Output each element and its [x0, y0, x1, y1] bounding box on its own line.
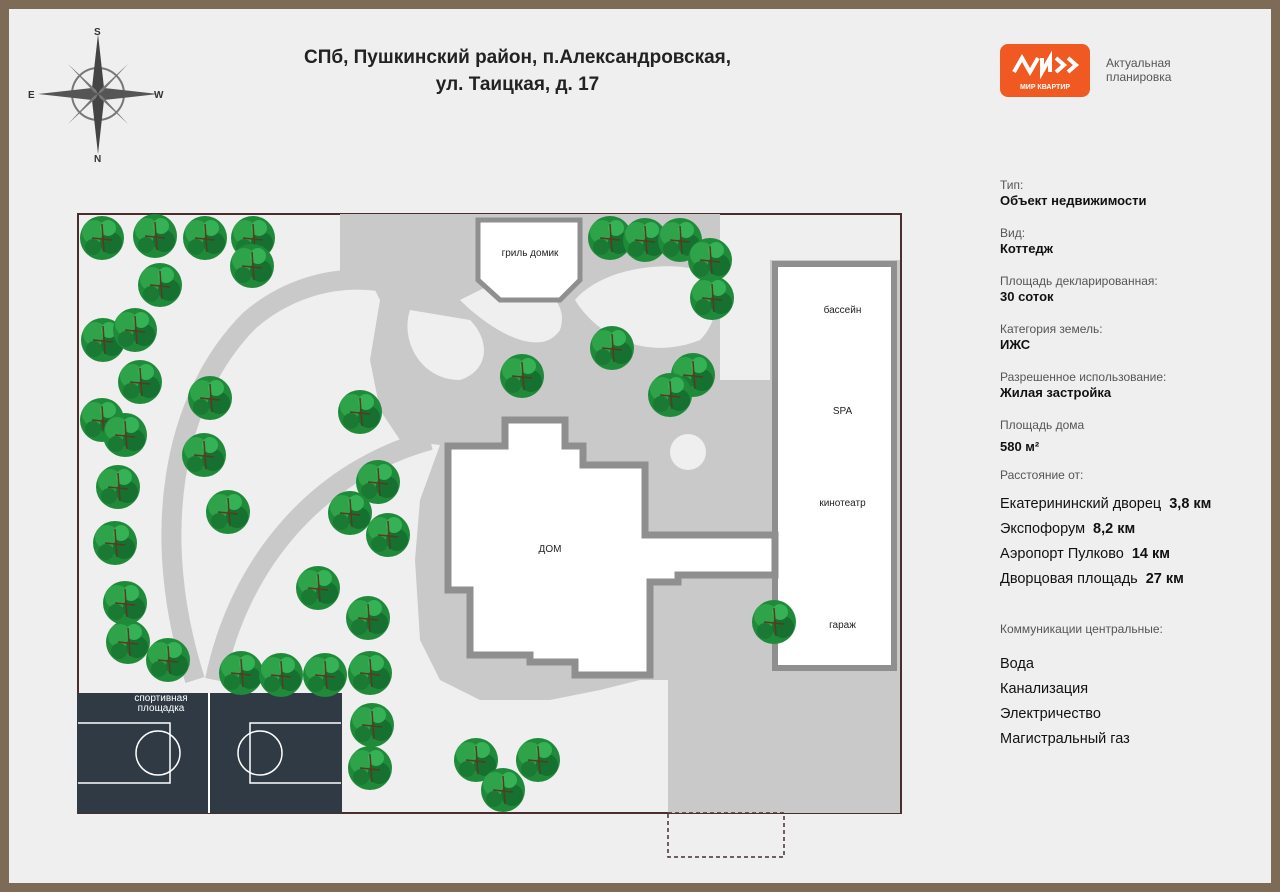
distance-label: Расстояние от: — [1000, 468, 1084, 482]
area-label: Площадь декларированная: — [1000, 274, 1158, 288]
type-label: Тип: — [1000, 178, 1024, 192]
label-sport-court: спортивная площадка — [134, 693, 188, 714]
distance-item: Дворцовая площадь 27 км — [1000, 571, 1184, 587]
entrance-gate — [668, 813, 784, 857]
label-cinema: кинотеатр — [819, 498, 866, 509]
compass-e: E — [28, 90, 35, 101]
label-garage: гараж — [829, 620, 856, 631]
compass-w: W — [154, 90, 164, 101]
distance-item: Экспофорум 8,2 км — [1000, 521, 1136, 537]
label-spa: SPA — [832, 406, 853, 417]
comm-item: Канализация — [1000, 681, 1089, 697]
comm-label: Коммуникации центральные: — [1000, 622, 1163, 636]
distance-item: Екатерининский дворец 3,8 км — [1000, 496, 1212, 512]
comm-item: Вода — [1000, 656, 1034, 672]
address-line-2: ул. Таицкая, д. 17 — [435, 74, 600, 95]
compass-n: N — [94, 154, 102, 164]
comm-item: Электричество — [1000, 706, 1101, 722]
label-grill-house: гриль домик — [501, 248, 559, 259]
label-pool: бассейн — [823, 305, 862, 316]
compass-s: S — [94, 27, 101, 38]
type-value: Объект недвижимости — [1000, 193, 1147, 208]
grill-house — [478, 220, 580, 300]
logo-brand-text: МИР КВАРТИР — [1019, 84, 1071, 91]
area-value: 30 соток — [1000, 289, 1054, 304]
annex-building — [775, 264, 894, 668]
kind-value: Коттедж — [1000, 241, 1053, 256]
usage-value: Жилая застройка — [1000, 385, 1112, 400]
property-info — [1000, 178, 1260, 752]
sport-court — [77, 693, 342, 813]
distance-item: Аэропорт Пулково 14 км — [1000, 546, 1170, 562]
label-house: ДОМ — [538, 544, 562, 555]
category-label: Категория земель: — [1000, 322, 1103, 336]
kind-label: Вид: — [1000, 226, 1026, 240]
usage-label: Разрешенное использование: — [1000, 370, 1167, 384]
category-value: ИЖС — [1000, 337, 1031, 352]
logo-note: Актуальная планировка — [1106, 56, 1172, 84]
address-line-1: СПб, Пушкинский район, п.Александровская, — [303, 47, 732, 68]
house-area-label: Площадь дома — [1000, 418, 1085, 432]
comm-item: Магистральный газ — [1000, 731, 1130, 747]
house-area-value: 580 м² — [1000, 439, 1040, 454]
